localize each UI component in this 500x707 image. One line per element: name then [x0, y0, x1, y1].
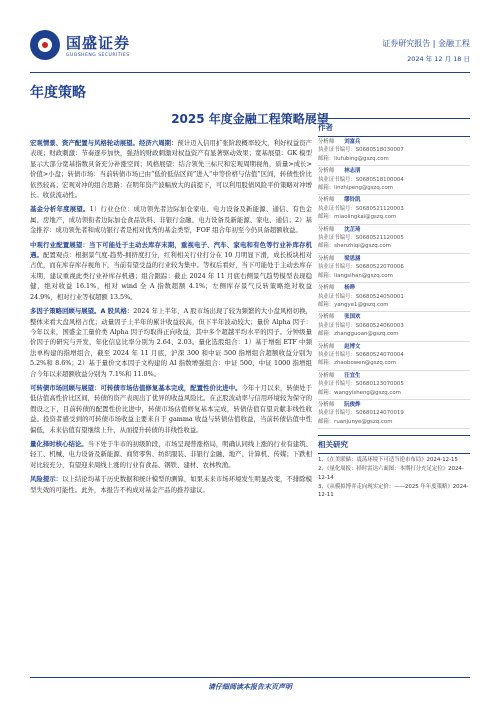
analyst-label: 分析师	[318, 372, 335, 379]
analyst-label: 分析师	[318, 314, 335, 321]
authors-heading: 作者	[318, 118, 470, 137]
analyst-name: 阮俊烨	[344, 401, 361, 408]
analyst-label: 分析师	[318, 401, 335, 408]
analyst-entry	[318, 254, 470, 283]
related-list	[318, 454, 470, 500]
paragraph-heading: 基金分析年度展望。	[30, 205, 90, 214]
analyst-email[interactable]: 邮箱：liufubing@gszq.com	[318, 155, 389, 162]
report-title: 2025 年度金融工程策略展望	[171, 112, 329, 126]
analyst-email[interactable]: 邮箱：linzhipeng@gszq.com	[318, 185, 394, 192]
analyst-entry	[318, 137, 470, 166]
paragraph-text: 今年十月以来，转债处于低估值高性价比区间，转债的资产表现出了优异的收益风险比。在正股波动率与信用环境较为保守的假设之下，目前转债的配置性价比进中，转债市场估值修复基本完成，转债估值有望贡献非线性收益。投资者感受到的可转债市场收益主要来自于 gamma 收益与转债估值收益，当前转债估值中性偏低，未来估值有望继续上升，从而提升转债的非线性收益。	[30, 383, 313, 434]
analyst-entry	[318, 166, 470, 195]
analyst-cert: 执业证书编号：S0680522070006	[318, 264, 404, 271]
analyst-label: 分析师	[318, 226, 335, 233]
footer-note: 请仔细阅读本报告末页声明	[30, 677, 470, 692]
paragraph-heading: 风险提示：	[30, 475, 63, 484]
analyst-name: 缪铃凯	[344, 197, 361, 204]
paragraph-2	[30, 204, 312, 235]
analyst-cert: 执业证书编号：S0680518100004	[318, 176, 404, 183]
analyst-entry	[318, 371, 470, 400]
report-header	[30, 30, 470, 72]
analyst-cert: 执业证书编号：S0680518030007	[318, 147, 404, 154]
analyst-email[interactable]: 邮箱：zhaobowen@gszq.com	[318, 360, 396, 367]
paragraph-text: 以上结论均基于历史数据和统计模型的测算，如果未来市场环境发生明显改变，不排除模型失效的可能性。此外，本报告不构成对基金产品的推荐建议。	[30, 475, 313, 494]
analyst-email[interactable]: 邮箱：wangyisheng@gszq.com	[318, 389, 401, 396]
header-divider	[30, 72, 470, 73]
related-item[interactable]: 1、《在美联储：震荡环境下可适当逆市布局》2024-12-15	[318, 457, 458, 464]
analyst-entry	[318, 342, 470, 371]
paragraph-7	[30, 474, 312, 495]
report-date: 2024 年 12 月 18 日	[407, 55, 470, 63]
analyst-cert: 执业证书编号：S0680521120003	[318, 205, 404, 212]
paragraph-1	[30, 138, 312, 200]
analyst-cert: 执业证书编号：S0680124070019	[318, 410, 404, 417]
analyst-label: 分析师	[318, 139, 335, 145]
analyst-label: 分析师	[318, 255, 335, 262]
analyst-name: 林志朋	[344, 168, 361, 175]
analyst-cert: 执业证书编号：S0680123070005	[318, 381, 404, 388]
report-type: 证券研究报告 | 金融工程	[382, 39, 470, 48]
related-heading: 相关研究	[318, 435, 470, 454]
analyst-email[interactable]: 邮箱：miaolingkai@gszq.com	[318, 214, 397, 221]
analyst-label: 分析师	[318, 168, 335, 175]
paragraph-heading: 宏观情景、资产配置与风格轮动展望。经济六周期：	[30, 139, 178, 147]
analyst-name: 刘富兵	[344, 139, 361, 145]
analyst-cert: 执业证书编号：S0680524060003	[318, 322, 404, 329]
paragraph-heading: 多因子策略回顾与展望。A 股风格：	[30, 307, 134, 316]
analyst-cert: 执业证书编号：S0680521120005	[318, 235, 404, 242]
paragraph-4	[30, 306, 312, 379]
analyst-email[interactable]: 邮箱：zhangguoan@gszq.com	[318, 331, 399, 338]
paragraph-3	[30, 240, 312, 302]
paragraph-5	[30, 383, 312, 435]
analyst-entry	[318, 195, 470, 224]
analyst-email[interactable]: 邮箱：liangsihan@gszq.com	[318, 272, 393, 279]
paragraph-heading: 量化择时核心结论。	[30, 439, 88, 448]
analyst-label: 分析师	[318, 285, 335, 292]
logo-name-en: GUOSHENG SECURITIES	[66, 53, 130, 58]
analyst-email[interactable]: 邮箱：ruanjunye@gszq.com	[318, 418, 393, 425]
analyst-name: 汪宜生	[344, 372, 361, 379]
analyst-cert: 执业证书编号：S0680524050001	[318, 293, 404, 300]
paragraph-heading: 中观行业配置展望：当下可能处于主动去库存末期，重视电子、汽车、家电和有色等行业补库存机遇。	[30, 240, 312, 260]
analyst-email[interactable]: 邮箱：shenzhiqi@gszq.com	[318, 243, 391, 250]
company-logo	[30, 30, 130, 60]
related-item[interactable]: 2、《量化周报：择时雷达六面图：本期打分充足定位》2024-12-14	[318, 465, 464, 481]
analyst-name: 张国欢	[344, 314, 361, 321]
analyst-list	[318, 137, 470, 429]
analyst-email[interactable]: 邮箱：yangye1@gszq.com	[318, 301, 389, 308]
report-category: 年度策略	[30, 85, 86, 101]
analyst-label: 分析师	[318, 343, 335, 350]
logo-name-cn: 国盛证券	[66, 34, 131, 52]
main-body	[30, 138, 312, 499]
analyst-name: 赵博文	[344, 343, 361, 350]
paragraph-text: 1）行业仓位：成功领先者边际加仓家电、电力设备及新能源、通信、有色金属、房地产，成功领衔者边际加仓食品饮料、非银行金融、电力设备及新能源、家电、通信；2）基金推荐：成功领先者和成功银行者是相对优秀的基金类型，FOF 组合年初至今仍具备超额收益。	[30, 205, 312, 235]
analyst-entry	[318, 225, 470, 254]
analyst-entry	[318, 400, 470, 429]
logo-mark-icon	[30, 30, 60, 60]
analyst-label: 分析师	[318, 197, 335, 204]
analyst-name: 沈芷琦	[344, 226, 361, 233]
related-item[interactable]: 3、《从模拟博弈走向现实定价：——2025 年年度策略》2024-12-11	[318, 483, 469, 499]
paragraph-text: 配置观点：根据景气度-趋势-拥挤度打分，红利相关行业打分在 10 月明显下滑，成长板块相对占优，而在库存库存视角下，当前有望受益的行业较为集中。等权后看好，当下可能处于主动去库存末期，建议重视此类行业补库存机遇；组合跟踪：截止 2024 年 11 月底右侧景气趋势模型表现稳健，绝对收益 16.1%，相对 wind 全 A 指数超额 4.1%；左侧库存景气反转策略绝对收益 24.9%，相对行业等权超额 13.5%。	[30, 251, 313, 301]
paragraph-6	[30, 439, 312, 470]
analyst-name: 杨晔	[344, 285, 355, 292]
analyst-entry	[318, 283, 470, 312]
sidebar	[318, 112, 470, 500]
paragraph-heading: 可转债市场回顾与展望：可转债市场估值修复基本完成，配置性价比进中。	[30, 383, 242, 392]
paragraph-text: 2024 年上半年，A 股市场出现了较为频繁的大小盘风格切换，整体来看大盘风格占优；动量因子上半年的累计收益较高，但下半年波动较大；量价 Alpha 因子：今年以来，国盛金工量价类 Alpha 因子均取得正向收益，其中多个超越平均水平的因子。分钟级量价因子的研究与开发，年化信息比率分别为 2.64、2.03。量化选股组合：1）基于增强 ETF 中频法单构建的指增组合，截至 2024 年 11 月底，沪深 300 和中证 500 指增组合超额收益分别为 5.2%和 8.6%；2）基于量价文本因子文构建的 AI 指数增强组合：中证 500、中证 1000 指增组合今年以来超额收益分别为 7.1%和 11.0%。	[30, 307, 312, 378]
analyst-cert: 执业证书编号：S0680524070004	[318, 351, 404, 358]
paragraph-text: 预计迈入信用扩张阶段概率较大，利好权益资产表现；财政刺激：节奏逐步加快，强劲的财政刺激对权益资产有显著驱动效果；宽基展望：GK 模型显示大部分宽基指数具备充分补涨空间；风格展望：结合领先三标尺和宏观周期视角，质量>成长>价值>小盘；转债市场：当前转债市场已由“低价低估区间”进入“中等价格与估值”区间，转债性价比依然较高；宏观对冲的组合思路：在明年资产波幅放大的前提下，可以利用股债风险平价策略对冲增长。收获流动性。	[30, 139, 313, 200]
analyst-entry	[318, 312, 470, 341]
analyst-name: 梁思涵	[344, 255, 361, 262]
paragraph-text: 当下处于牛市的初级阶段，市场呈现普涨格局，明确认同线上涨的行业有建筑、轻工、机械、电力设备及新能源、商贸零售、纺织服装、非银行金融、地产、计算机、传媒；下跌相对比较充分，有望迎来周线上涨的行业有食品、钢铁、建材、农林牧渔。	[30, 439, 313, 469]
